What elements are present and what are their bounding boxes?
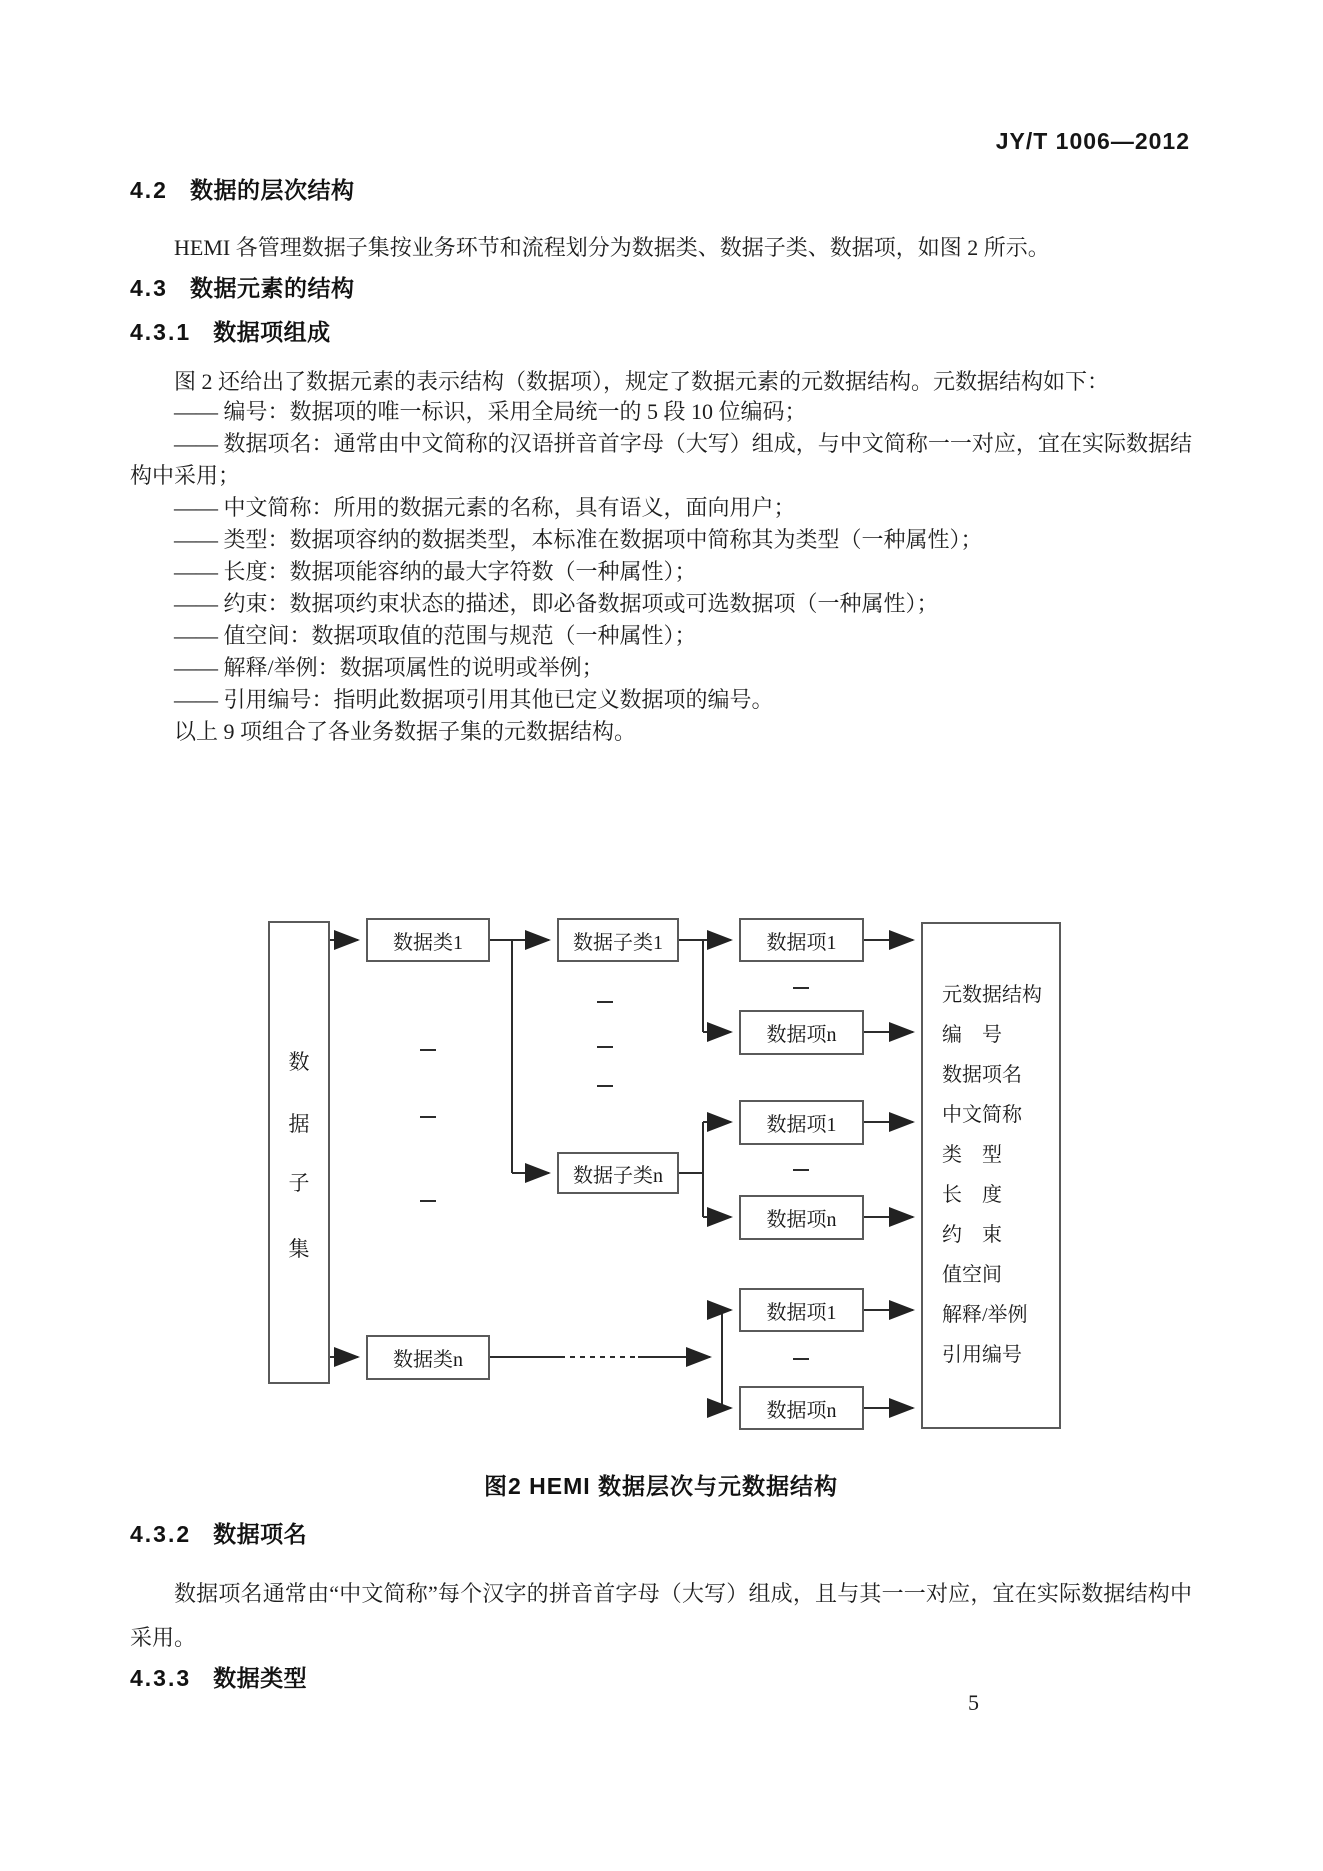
list-item: —— 中文简称：所用的数据元素的名称，具有语义，面向用户； xyxy=(174,495,796,520)
box-item-1: 数据项1 xyxy=(739,1100,864,1145)
box-data-subset xyxy=(268,921,330,1384)
list-item: —— 解释/举例：数据项属性的说明或举例； xyxy=(174,655,604,680)
ellipsis-dash xyxy=(793,987,809,989)
heading-number: 4.3.1 xyxy=(130,319,192,345)
heading-4-3-2 xyxy=(130,1516,307,1549)
heading-4-2 xyxy=(130,172,354,205)
ellipsis-dash xyxy=(793,1169,809,1171)
metadata-item: 长 度 xyxy=(942,1184,1002,1206)
heading-4-3 xyxy=(130,270,354,303)
heading-4-3-3 xyxy=(130,1660,307,1693)
box-metadata-structure xyxy=(921,922,1061,1429)
list-item: —— 编号：数据项的唯一标识，采用全局统一的 5 段 10 位编码； xyxy=(174,399,807,424)
heading-title: 数据项组成 xyxy=(213,319,331,345)
figure-2-diagram xyxy=(140,905,1200,1440)
box-item-n: 数据项n xyxy=(739,1010,864,1055)
box-data-subset-char: 据 xyxy=(288,1112,310,1136)
ellipsis-dash xyxy=(597,1085,613,1087)
metadata-item: 值空间 xyxy=(942,1264,1002,1286)
metadata-item: 引用编号 xyxy=(942,1344,1022,1366)
standard-code: JY/T 1006—2012 xyxy=(995,128,1190,154)
paragraph-4-3-1: 图 2 还给出了数据元素的表示结构（数据项），规定了数据元素的元数据结构。元数据结构如下： xyxy=(174,369,1110,394)
heading-title: 数据项名 xyxy=(213,1521,308,1547)
box-class-n: 数据类n xyxy=(366,1335,490,1380)
ellipsis-dash xyxy=(597,1046,613,1048)
list-item: —— 约束：数据项约束状态的描述，即必备数据项或可选数据项（一种属性）； xyxy=(174,591,939,616)
list-item: —— 值空间：数据项取值的范围与规范（一种属性）； xyxy=(174,623,697,648)
heading-title: 数据的层次结构 xyxy=(189,177,355,203)
list-item: —— 引用编号：指明此数据项引用其他已定义数据项的编号。 xyxy=(174,687,774,712)
ellipsis-dash xyxy=(420,1049,436,1051)
box-class-1: 数据类1 xyxy=(366,918,490,962)
figure-caption: 图2 HEMI 数据层次与元数据结构 xyxy=(483,1473,839,1499)
box-data-subset-char: 子 xyxy=(288,1171,310,1195)
paragraph-4-2: HEMI 各管理数据子集按业务环节和流程划分为数据类、数据子类、数据项，如图 2 所示。 xyxy=(174,235,1050,260)
metadata-item: 约 束 xyxy=(942,1224,1002,1246)
box-data-subset-char: 数 xyxy=(288,1050,310,1074)
box-subclass-1: 数据子类1 xyxy=(557,918,679,962)
box-item-1: 数据项1 xyxy=(739,1288,864,1332)
list-closing: 以上 9 项组合了各业务数据子集的元数据结构。 xyxy=(174,719,637,744)
ellipsis-dash xyxy=(793,1358,809,1360)
heading-title: 数据类型 xyxy=(213,1665,308,1691)
list-item: —— 长度：数据项能容纳的最大字符数（一种属性）； xyxy=(174,559,697,584)
list-item: —— 数据项名：通常由中文简称的汉语拼音首字母（大写）组成，与中文简称一一对应，宜在实际数据结构中采用； xyxy=(130,431,1192,488)
heading-number: 4.3 xyxy=(130,275,168,301)
metadata-item: 数据项名 xyxy=(942,1064,1022,1086)
page-number: 5 xyxy=(968,1690,979,1715)
heading-number: 4.3.3 xyxy=(130,1665,192,1691)
heading-title: 数据元素的结构 xyxy=(189,275,355,301)
heading-number: 4.2 xyxy=(130,177,168,203)
metadata-item: 编 号 xyxy=(942,1024,1002,1046)
metadata-item: 类 型 xyxy=(942,1144,1002,1166)
metadata-item: 元数据结构 xyxy=(942,984,1042,1006)
ellipsis-dash xyxy=(420,1200,436,1202)
ellipsis-dash xyxy=(420,1116,436,1118)
box-item-n: 数据项n xyxy=(739,1386,864,1430)
ellipsis-dash xyxy=(597,1001,613,1003)
heading-number: 4.3.2 xyxy=(130,1521,192,1547)
box-item-n: 数据项n xyxy=(739,1195,864,1240)
heading-4-3-1 xyxy=(130,314,331,347)
box-subclass-n: 数据子类n xyxy=(557,1152,679,1194)
paragraph-4-3-2: 数据项名通常由“中文简称”每个汉字的拼音首字母（大写）组成，且与其一一对应，宜在实际数据结构中采用。 xyxy=(130,1581,1192,1650)
box-data-subset-char: 集 xyxy=(288,1237,310,1261)
box-item-1: 数据项1 xyxy=(739,918,864,962)
metadata-item: 解释/举例 xyxy=(942,1304,1028,1326)
metadata-item: 中文简称 xyxy=(942,1104,1022,1126)
list-item: —— 类型：数据项容纳的数据类型，本标准在数据项中简称其为类型（一种属性）； xyxy=(174,527,983,552)
